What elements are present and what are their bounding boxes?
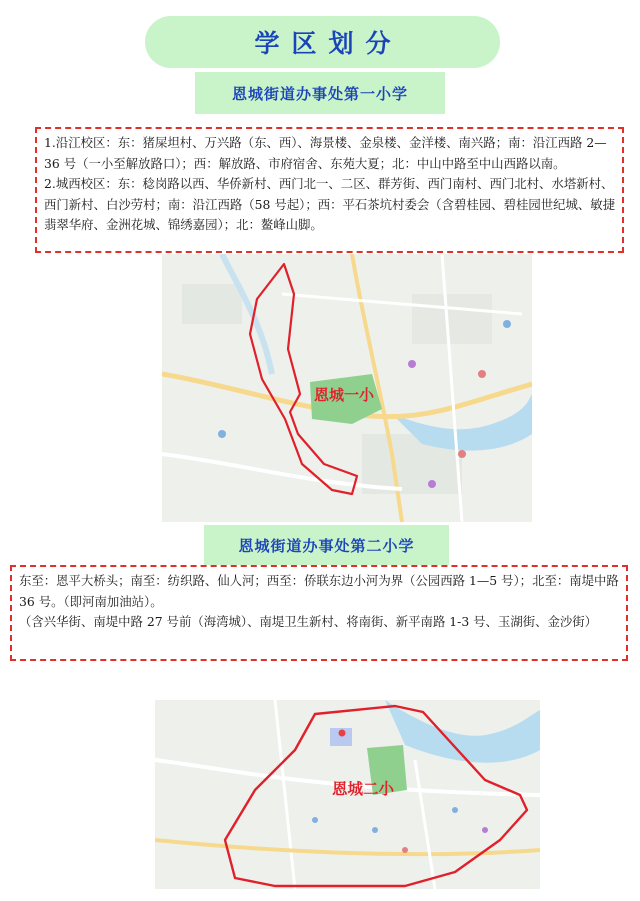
school1-campus-yanjiang: 1.沿江校区：东：猪屎坦村、万兴路（东、西）、海景楼、金泉楼、金洋楼、南兴路；南：沿江西路 2—36 号（一小至解放路口）；西：解放路、市府宿舍、东苑大夏；北：中山中路至中山西路以南。	[44, 135, 607, 171]
school1-map-label: 恩城一小	[314, 386, 375, 404]
school1-district-map	[162, 254, 532, 522]
page-title-banner	[145, 16, 500, 68]
school2-heading-box	[204, 525, 449, 565]
school2-district-description	[10, 565, 628, 661]
school2-district-map	[155, 700, 540, 889]
page-title: 学区划分	[254, 29, 403, 58]
school1-district-description	[35, 127, 624, 253]
school2-heading: 恩城街道办事处第二小学	[238, 536, 415, 555]
school1-campus-chengxi: 2.城西校区：东：稔岗路以西、华侨新村、西门北一、二区、群芳街、西门南村、西门北村、水塔新村、西门新村、白沙劳村；南：沿江西路（58 号起）；西：平石茶坑村委会（含碧桂园、碧桂园世纪城、敏捷翡翠华府、金洲花城、锦绣嘉园）；北：鳌峰山脚。	[44, 176, 616, 233]
school2-map-label: 恩城二小	[332, 780, 395, 798]
school1-heading: 恩城街道办事处第一小学	[231, 84, 408, 103]
school2-boundaries: 东至：恩平大桥头；南至：纺织路、仙人河；西至：侨联东边小河为界（公园西路 1—5 号）；北至：南堤中路 36 号。（即河南加油站）。	[19, 573, 619, 609]
school2-included-areas: （含兴华街、南堤中路 27 号前（海湾城）、南堤卫生新村、将南街、新平南路 1-3 号、玉湖街、金沙街）	[19, 614, 598, 630]
school1-heading-box	[195, 72, 445, 114]
